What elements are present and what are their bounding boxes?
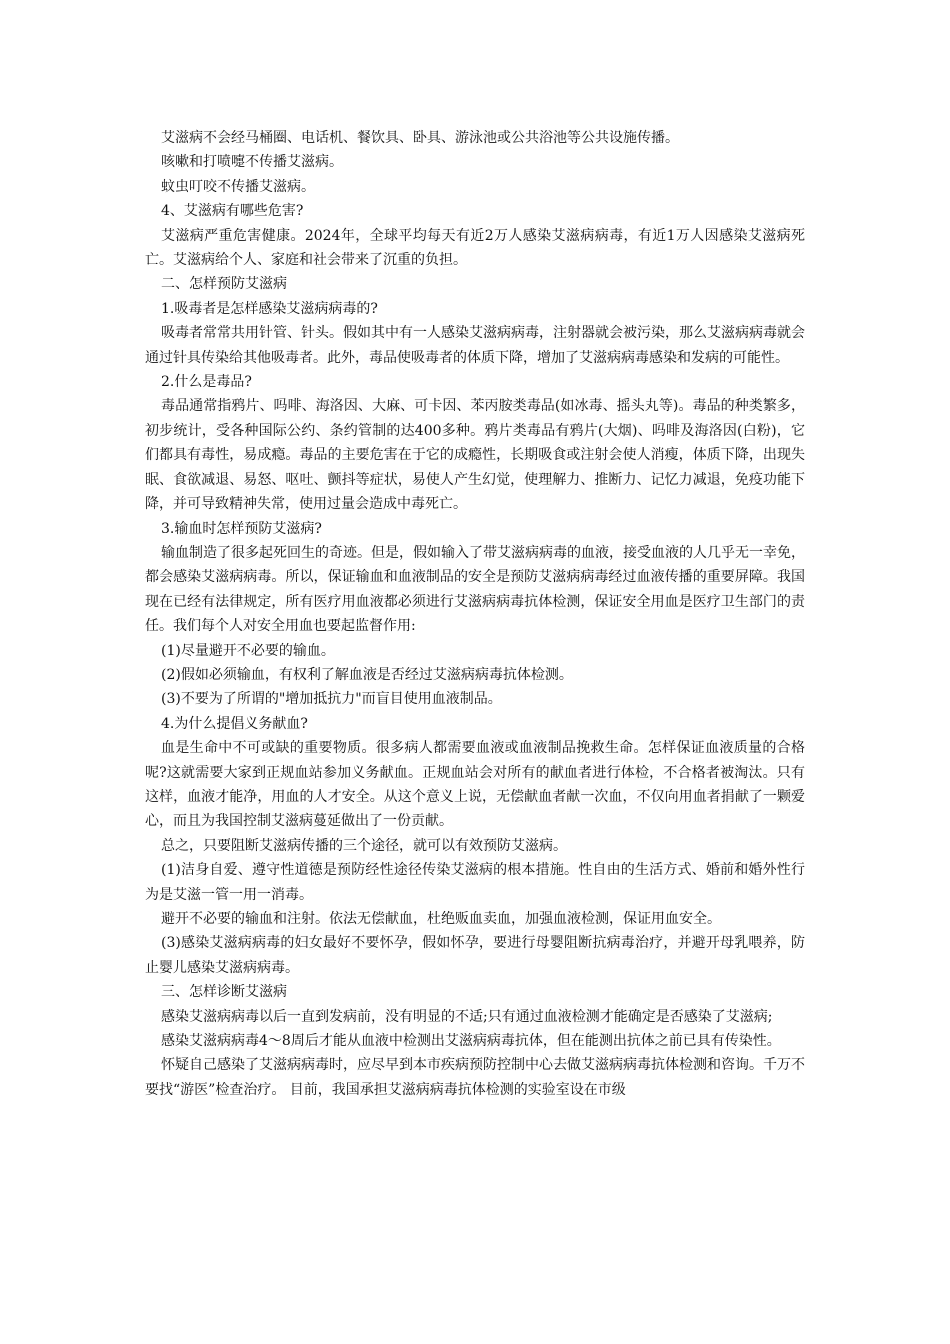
paragraph-what-are-drugs: 毒品通常指鸦片、吗啡、海洛因、大麻、可卡因、苯丙胺类毒品(如冰毒、摇头丸等)。毒品的种类繁多，初步统计，受各种国际公约、条约管制的达400多种。鸦片类毒品有鸦片(大烟)、吗啡及海洛因(白粉)，它们都具有毒性，易成瘾。毒品的主要危害在于它的成瘾性，长期吸食或注射会使人消瘦，体质下降，出现失眠、食欲减退、易怒、呕吐、颤抖等症状，易使人产生幻觉，使理解力、推断力、记忆力减退，免疫功能下降，并可导致精神失常，使用过量会造成中毒死亡。 xyxy=(145,398,805,513)
paragraph-summary: 总之，只要阻断艾滋病传播的三个途径，就可以有效预防艾滋病。 xyxy=(161,837,567,854)
list-item-prevention-3: (3)感染艾滋病病毒的妇女最好不要怀孕，假如怀孕，要进行母婴阻断抗病毒治疗，并避开母乳喂养，防止婴儿感染艾滋病病毒。 xyxy=(145,935,805,976)
list-item-prevention-2: 避开不必要的输血和注射。依法无偿献血，杜绝贩血卖血，加强血液检测，保证用血安全。 xyxy=(161,911,721,927)
paragraph-diagnosis-1: 感染艾滋病病毒以后一直到发病前，没有明显的不适;只有通过血液检测才能确定是否感染了艾滋病; xyxy=(161,1008,773,1025)
heading-blood-donation: 4.为什么提倡义务献血? xyxy=(161,715,308,732)
document-body xyxy=(145,126,805,1102)
paragraph-harm: 艾滋病严重危害健康。2024年，全球平均每天有近2万人感染艾滋病病毒，有近1万人因感染艾滋病死亡。艾滋病给个人、家庭和社会带来了沉重的负担。 xyxy=(145,227,805,269)
paragraph-transfusion: 输血制造了很多起死回生的奇迹。但是，假如输入了带艾滋病病毒的血液，接受血液的人几乎无一幸免，都会感染艾滋病病毒。所以，保证输血和血液制品的安全是预防艾滋病病毒经过血液传播的重要屏障。我国现在已经有法律规定，所有医疗用血液都必须进行艾滋病病毒抗体检测，保证安全用血是医疗卫生部门的责任。我们每个人对安全用血也要起监督作用: xyxy=(145,544,805,635)
section-heading-diagnosis: 三、怎样诊断艾滋病 xyxy=(161,984,287,1001)
paragraph-diagnosis-2: 感染艾滋病病毒4～8周后才能从血液中检测出艾滋病病毒抗体，但在能测出抗体之前已具有传染性。 xyxy=(161,1033,781,1050)
heading-what-are-drugs: 2.什么是毒品? xyxy=(161,374,252,391)
heading-harm: 4、艾滋病有哪些危害? xyxy=(161,203,304,220)
paragraph-blood-donation: 血是生命中不可或缺的重要物质。很多病人都需要血液或血液制品挽救生命。怎样保证血液质量的合格呢?这就需要大家到正规血站参加义务献血。正规血站会对所有的献血者进行体检，不合格者被淘汰。只有这样，血液才能净，用血的人才安全。从这个意义上说，无偿献血者献一次血，不仅向用血者捐献了一颗爱心，而且为我国控制艾滋病蔓延做出了一份贡献。 xyxy=(145,740,805,830)
list-item-transfusion-3: (3)不要为了所谓的"增加抵抗力"而盲目使用血液制品。 xyxy=(161,691,502,708)
paragraph-diagnosis-3: 怀疑自己感染了艾滋病病毒时，应尽早到本市疾病预防控制中心去做艾滋病病毒抗体检测和咨询。千万不要找“游医”检查治疗。 目前，我国承担艾滋病病毒抗体检测的实验室设在市级 xyxy=(145,1057,805,1098)
section-heading-prevention: 二、怎样预防艾滋病 xyxy=(161,276,287,293)
list-item-transfusion-2: (2)假如必须输血，有权利了解血液是否经过艾滋病病毒抗体检测。 xyxy=(161,666,573,683)
heading-drug-users: 1.吸毒者是怎样感染艾滋病病毒的? xyxy=(161,300,378,317)
paragraph-mosquito: 蚊虫叮咬不传播艾滋病。 xyxy=(161,178,315,195)
paragraph-transmission-facilities: 艾滋病不会经马桶圈、电话机、餐饮具、卧具、游泳池或公共浴池等公共设施传播。 xyxy=(161,130,679,146)
list-item-prevention-1: (1)洁身自爱、遵守性道德是预防经性途径传染艾滋病的根本措施。性自由的生活方式、婚前和婚外性行为是艾滋一管一用一消毒。 xyxy=(145,862,805,903)
heading-transfusion: 3.输血时怎样预防艾滋病? xyxy=(161,520,322,537)
paragraph-drug-users: 吸毒者常常共用针管、针头。假如其中有一人感染艾滋病病毒，注射器就会被污染，那么艾滋病病毒就会通过针具传染给其他吸毒者。此外，毒品使吸毒者的体质下降，增加了艾滋病病毒感染和发病的可能性。 xyxy=(145,325,805,366)
list-item-transfusion-1: (1)尽量避开不必要的输血。 xyxy=(161,642,335,659)
paragraph-cough-sneeze: 咳嗽和打喷嚏不传播艾滋病。 xyxy=(161,154,343,171)
